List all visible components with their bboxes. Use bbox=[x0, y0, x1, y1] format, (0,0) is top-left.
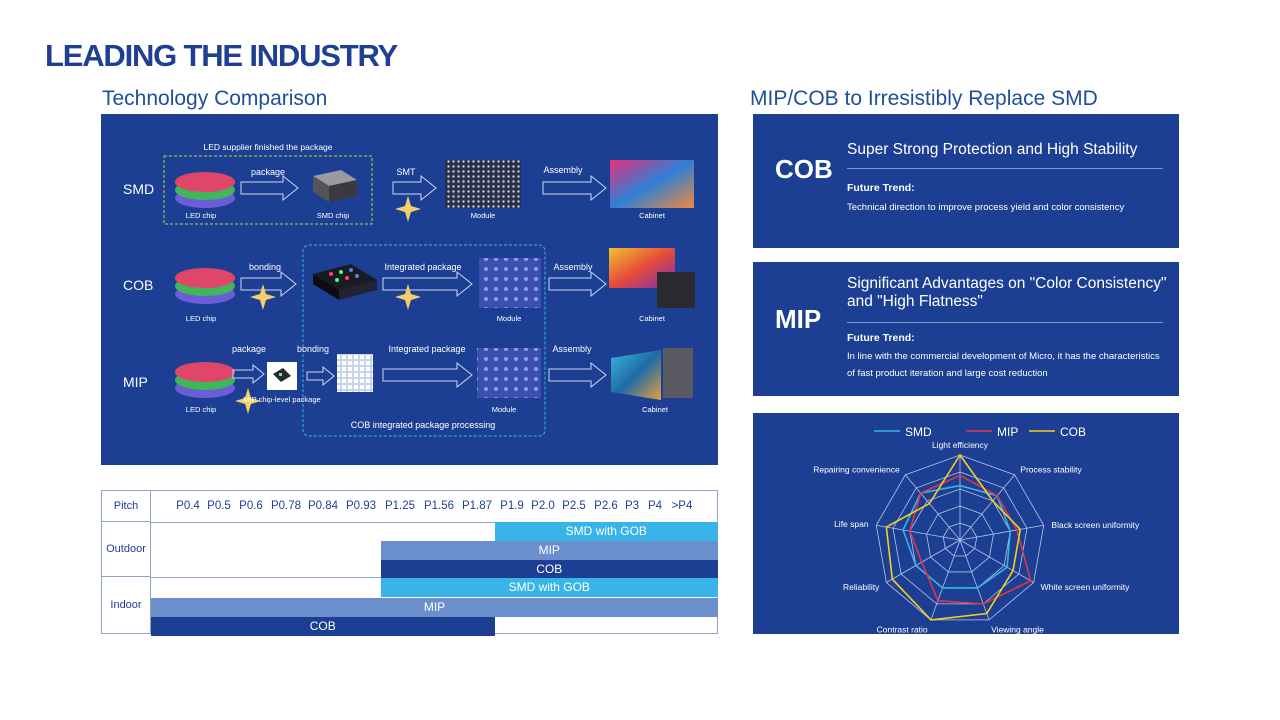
pitch-header-label: Pitch bbox=[102, 491, 151, 522]
spark-icon bbox=[250, 284, 276, 310]
radar-chart bbox=[753, 413, 1179, 634]
cob-module-label: Module bbox=[496, 314, 522, 323]
smd-step-smt: SMT bbox=[396, 167, 416, 177]
pitch-tick: P3 bbox=[624, 500, 640, 512]
radar-axis-line bbox=[960, 525, 1044, 540]
legend-label-smd: SMD bbox=[905, 425, 932, 439]
cob-card-rule bbox=[847, 168, 1163, 169]
outdoor-cob-range-bar: COB bbox=[381, 560, 719, 579]
smd-module-label: Module bbox=[470, 211, 496, 220]
arrow-icon bbox=[241, 176, 298, 200]
outdoor-mip-range-bar: MIP bbox=[381, 541, 719, 560]
arrow-icon bbox=[233, 365, 264, 383]
mip-card bbox=[753, 262, 1179, 396]
indoor-mip-range-bar: MIP bbox=[151, 598, 718, 617]
mip-card-title: MIP bbox=[775, 304, 822, 334]
radar-axis-label: Repairing convenience bbox=[813, 464, 900, 475]
pitch-tick: P2.5 bbox=[562, 500, 586, 512]
tech-comparison-title: Technology Comparison bbox=[102, 87, 328, 110]
pitch-tick: P0.4 bbox=[176, 500, 200, 512]
radar-chart-panel bbox=[753, 413, 1179, 634]
row-label-smd: SMD bbox=[123, 181, 155, 197]
arrow-icon bbox=[393, 176, 436, 200]
pitch-tick: P1.25 bbox=[384, 500, 416, 512]
led-chip-stack-icon bbox=[175, 172, 235, 208]
cob-module-image bbox=[479, 258, 541, 308]
legend-label-mip: MIP bbox=[997, 425, 1019, 439]
pitch-tick: >P4 bbox=[671, 500, 693, 512]
mip-cabinet-image bbox=[611, 350, 661, 400]
replace-smd-title: MIP/COB to Irresistibly Replace SMD bbox=[750, 87, 1098, 110]
radar-axis-label: Light efficiency bbox=[931, 440, 989, 450]
smd-step-package: package bbox=[250, 167, 286, 177]
smd-step-assembly: Assembly bbox=[543, 165, 583, 175]
smd-chip-icon bbox=[313, 170, 357, 202]
radar-series-mip bbox=[910, 475, 1031, 603]
pitch-table bbox=[101, 490, 718, 634]
indoor-smd-range-bar: SMD with GOB bbox=[381, 578, 719, 597]
pitch-tick: P4 bbox=[647, 500, 663, 512]
cob-chip-label: LED chip bbox=[185, 314, 217, 323]
pitch-tick: P2.0 bbox=[531, 500, 555, 512]
outdoor-smd-range-bar: SMD with GOB bbox=[495, 522, 719, 541]
radar-axis-label: Contrast ratio bbox=[876, 624, 928, 634]
mip-cabinet-label: Cabinet bbox=[642, 405, 668, 414]
mip-step-bonding: bonding bbox=[296, 344, 330, 354]
arrow-icon bbox=[549, 363, 606, 387]
pitch-tick: P1.87 bbox=[461, 500, 493, 512]
mip-card-headline: Significant Advantages on "Color Consistency" and "High Flatness" bbox=[847, 275, 1167, 310]
cob-step-integrated-package: Integrated package bbox=[384, 262, 462, 272]
radar-axis-label: Reliability bbox=[843, 582, 880, 593]
radar-axis-label: Life span bbox=[834, 519, 869, 530]
radar-axis-line bbox=[960, 475, 1015, 540]
smd-chip-label: LED chip bbox=[185, 211, 217, 220]
radar-axis-label: Process stability bbox=[1020, 464, 1082, 475]
cob-card-headline: Super Strong Protection and High Stability bbox=[847, 141, 1138, 158]
radar-axis-line bbox=[876, 525, 960, 540]
spark-icon bbox=[395, 196, 421, 222]
legend-label-cob: COB bbox=[1060, 425, 1087, 439]
pitch-tick: P0.84 bbox=[307, 500, 339, 512]
cob-step-assembly: Assembly bbox=[553, 262, 593, 272]
mip-chip-part-label: MIP chip-level package bbox=[243, 395, 321, 404]
pitch-tick: P0.93 bbox=[345, 500, 377, 512]
arrow-icon bbox=[241, 272, 296, 296]
arrow-icon bbox=[307, 367, 334, 385]
smd-cabinet-image bbox=[610, 160, 694, 208]
mip-step-assembly: Assembly bbox=[552, 344, 592, 354]
smd-module-image bbox=[445, 160, 521, 208]
pitch-tick: P0.6 bbox=[239, 500, 263, 512]
row-label-cob: COB bbox=[123, 277, 154, 293]
radar-axis-line bbox=[886, 540, 960, 583]
arrow-icon bbox=[543, 176, 606, 200]
pitch-tick: P0.5 bbox=[207, 500, 231, 512]
led-chip-stack-icon bbox=[175, 362, 235, 398]
arrow-icon bbox=[549, 272, 606, 296]
spark-icon bbox=[395, 284, 421, 310]
page-title: LEADING THE INDUSTRY bbox=[45, 38, 398, 73]
mip-card-rule bbox=[847, 322, 1163, 323]
cob-card-title: COB bbox=[775, 154, 833, 184]
mip-step-package: package bbox=[231, 344, 267, 354]
cob-process-note: COB integrated package processing bbox=[350, 420, 496, 430]
smd-chip-part-label: SMD chip bbox=[316, 211, 350, 220]
arrow-icon bbox=[383, 272, 472, 296]
indoor-cob-range-bar: COB bbox=[151, 617, 495, 636]
tech-diagram-panel bbox=[101, 114, 718, 465]
radar-axis-label: Black screen uniformity bbox=[1051, 519, 1140, 530]
cob-step-bonding: bonding bbox=[248, 262, 282, 272]
pitch-tick: P2.6 bbox=[594, 500, 618, 512]
mip-module-label: Module bbox=[491, 405, 517, 414]
pitch-tick: P1.9 bbox=[500, 500, 524, 512]
mip-card-trend-label: Future Trend: bbox=[847, 332, 915, 344]
row-label-mip: MIP bbox=[123, 374, 148, 390]
radar-axis-line bbox=[960, 540, 1034, 583]
mip-grid-image bbox=[337, 354, 373, 392]
cob-cabinet-label: Cabinet bbox=[639, 314, 665, 323]
pitch-tick: P1.56 bbox=[423, 500, 455, 512]
cob-board-icon bbox=[313, 264, 377, 300]
smd-cabinet-label: Cabinet bbox=[639, 211, 665, 220]
led-chip-stack-icon bbox=[175, 268, 235, 304]
radar-axis-label: White screen uniformity bbox=[1040, 582, 1130, 593]
group-label-outdoor: Outdoor bbox=[102, 522, 151, 577]
radar-axis-line bbox=[960, 540, 989, 620]
cob-card bbox=[753, 114, 1179, 248]
mip-card-description: In line with the commercial development of Micro, it has the characteristics of fast product iteration and large cost reduction bbox=[847, 351, 1160, 379]
radar-axis-line bbox=[931, 540, 960, 620]
cob-card-description: Technical direction to improve process yield and color consistency bbox=[847, 202, 1125, 213]
supplier-note: LED supplier finished the package bbox=[203, 142, 333, 152]
arrow-icon bbox=[383, 363, 472, 387]
group-label-indoor: Indoor bbox=[102, 577, 151, 633]
mip-module-image bbox=[477, 348, 541, 398]
cob-card-trend-label: Future Trend: bbox=[847, 182, 915, 194]
mip-step-integrated-package: Integrated package bbox=[388, 344, 466, 354]
tech-diagram bbox=[101, 114, 718, 465]
pitch-tick: P0.78 bbox=[270, 500, 302, 512]
cob-cabinet-back bbox=[657, 272, 695, 308]
mip-cabinet-back bbox=[663, 348, 693, 398]
radar-axis-label: Viewing angle bbox=[991, 624, 1044, 634]
mip-chip-label: LED chip bbox=[185, 405, 217, 414]
